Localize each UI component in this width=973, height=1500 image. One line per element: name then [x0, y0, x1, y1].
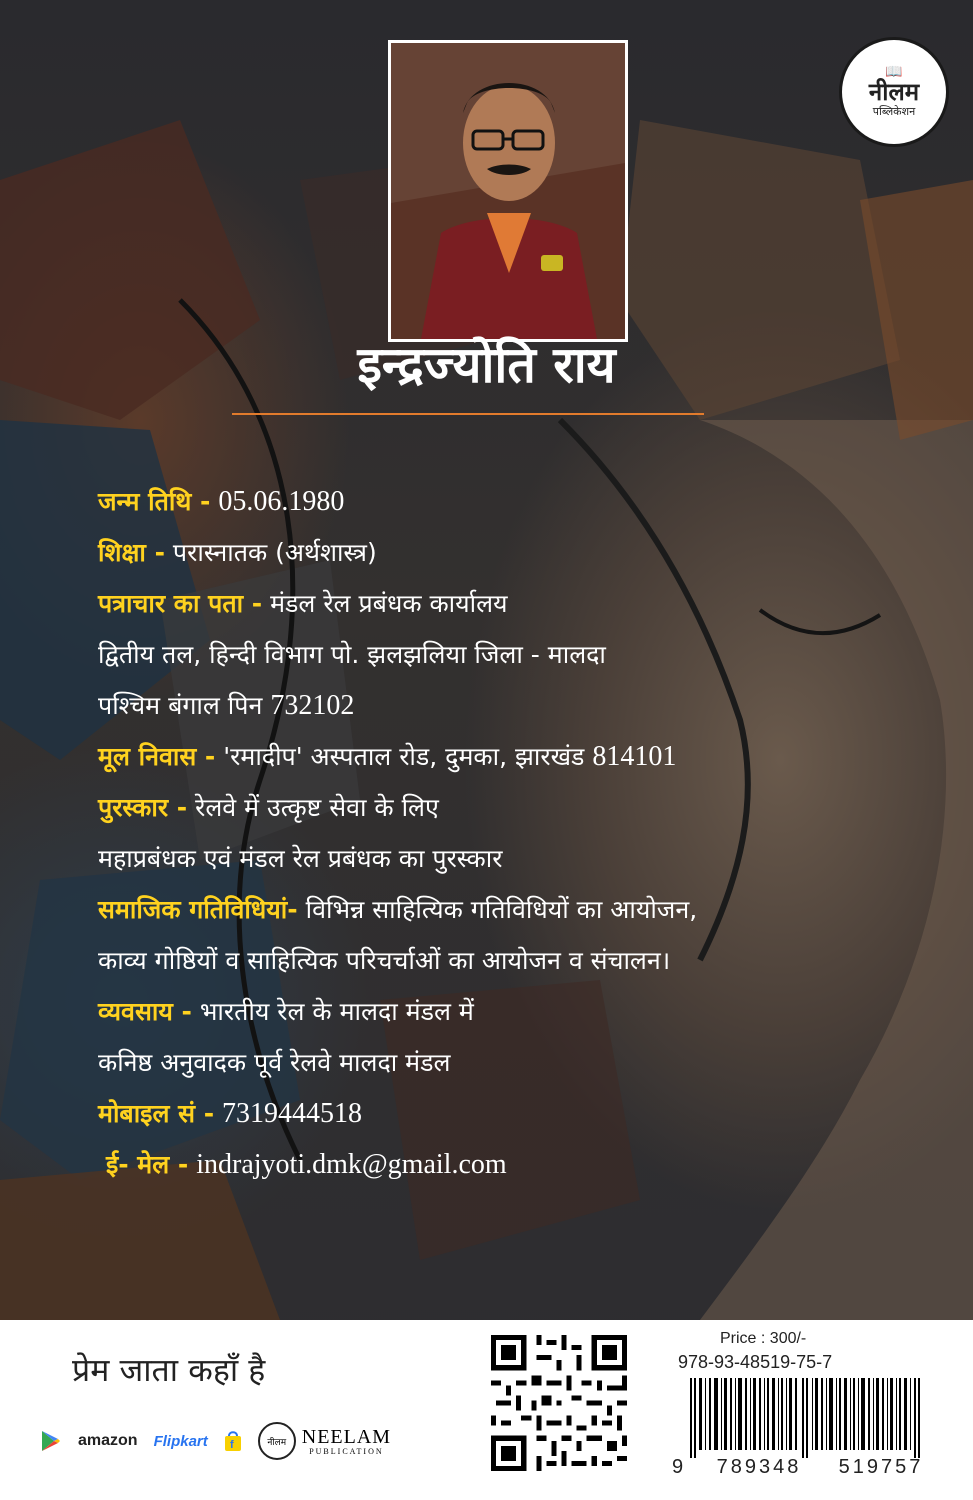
- google-play-icon: [40, 1429, 62, 1453]
- amazon-logo: amazon: [78, 1432, 138, 1449]
- job-label: व्यवसाय -: [98, 996, 192, 1026]
- bio-address-line2: [98, 629, 958, 680]
- qr-code: [486, 1330, 632, 1476]
- author-bio: [98, 476, 958, 1190]
- neelam-publication-logo: [258, 1422, 391, 1460]
- job-value: भारतीय रेल के मालदा मंडल में: [199, 996, 474, 1026]
- dob-label: जन्म तिथि -: [98, 486, 211, 516]
- native-pin: 814101: [592, 740, 677, 772]
- price-label: Price : 300/-: [720, 1330, 807, 1347]
- flipkart-logo: Flipkart: [153, 1432, 208, 1450]
- store-logos: [40, 1422, 391, 1460]
- bio-address-line3: [98, 680, 958, 731]
- author-photo: [388, 40, 628, 342]
- bio-social-line2: [98, 935, 958, 986]
- book-icon: 📖: [885, 64, 903, 80]
- award-label: पुरस्कार -: [98, 792, 188, 822]
- neelam-seal-text: नीलम: [267, 1437, 287, 1448]
- barcode-digits: [672, 1456, 952, 1479]
- bio-award-line2: [98, 833, 958, 884]
- publisher-logo-line2: पब्लिकेशन: [872, 105, 916, 118]
- email-value: indrajyoti.dmk@gmail.com: [196, 1148, 507, 1180]
- author-portrait-image: [391, 43, 625, 339]
- bio-email-row: [98, 1139, 958, 1190]
- address-line2: द्वितीय तल, हिन्दी विभाग पो. झलझलिया जिला - मालदा: [98, 639, 606, 669]
- bio-job-row: [98, 986, 958, 1037]
- barcode-right-digits: 519757: [838, 1456, 924, 1478]
- isbn-number: 978-93-48519-75-7: [678, 1352, 833, 1372]
- education-value: परास्नातक (अर्थशास्त्र): [172, 537, 377, 567]
- bio-social-row: [98, 884, 958, 935]
- book-title: प्रेम जाता कहाँ है: [72, 1351, 266, 1389]
- author-name: इन्द्रज्योति राय: [357, 336, 616, 394]
- address-value: मंडल रेल प्रबंधक कार्यालय: [270, 588, 508, 618]
- job-line2: कनिष्ठ अनुवादक पूर्व रेलवे मालदा मंडल: [98, 1047, 451, 1077]
- neelam-seal: [258, 1422, 296, 1460]
- mobile-value: 7319444518: [222, 1097, 363, 1129]
- address-pin: 732102: [270, 689, 355, 721]
- bio-native-row: [98, 731, 958, 782]
- name-divider: [232, 413, 704, 415]
- mobile-label: मोबाइल सं -: [98, 1098, 215, 1128]
- award-line2: महाप्रबंधक एवं मंडल रेल प्रबंधक का पुरस्कार: [98, 843, 503, 873]
- publisher-sub: PUBLICATION: [309, 1446, 384, 1456]
- native-value: 'रमादीप' अस्पताल रोड, दुमका, झारखंड: [223, 741, 585, 771]
- social-value: विभिन्न साहित्यिक गतिविधियों का आयोजन,: [305, 894, 698, 924]
- svg-text:f: f: [229, 1439, 234, 1451]
- publisher-logo-line1: नीलम: [868, 78, 920, 106]
- social-label: समाजिक गतिविधियां-: [98, 894, 298, 924]
- social-line2: काव्य गोष्ठियों व साहित्यिक परिचर्चाओं का आयोजन व संचालन।: [98, 945, 671, 975]
- bio-award-row: [98, 782, 958, 833]
- barcode-first-digit: 9: [672, 1456, 684, 1478]
- bio-job-line2: [98, 1037, 958, 1088]
- flipkart-bag-icon: [224, 1430, 242, 1452]
- bio-mobile-row: [98, 1088, 958, 1139]
- address-line3-text: पश्चिम बंगाल पिन: [98, 690, 263, 720]
- education-label: शिक्षा -: [98, 537, 165, 567]
- isbn-barcode: [678, 1378, 940, 1458]
- bio-education-row: [98, 527, 958, 578]
- dob-value: 05.06.1980: [218, 485, 345, 517]
- address-label: पत्राचार का पता -: [98, 588, 263, 618]
- bio-address-row: [98, 578, 958, 629]
- publisher-logo-badge: [842, 40, 946, 144]
- native-label: मूल निवास -: [98, 741, 216, 771]
- publisher-name: NEELAM: [301, 1425, 392, 1448]
- bio-dob-row: [98, 476, 958, 527]
- award-value: रेलवे में उत्कृष्ट सेवा के लिए: [195, 792, 439, 822]
- barcode-left-digits: 789348: [716, 1456, 802, 1478]
- email-label: ई- मेल -: [105, 1149, 189, 1179]
